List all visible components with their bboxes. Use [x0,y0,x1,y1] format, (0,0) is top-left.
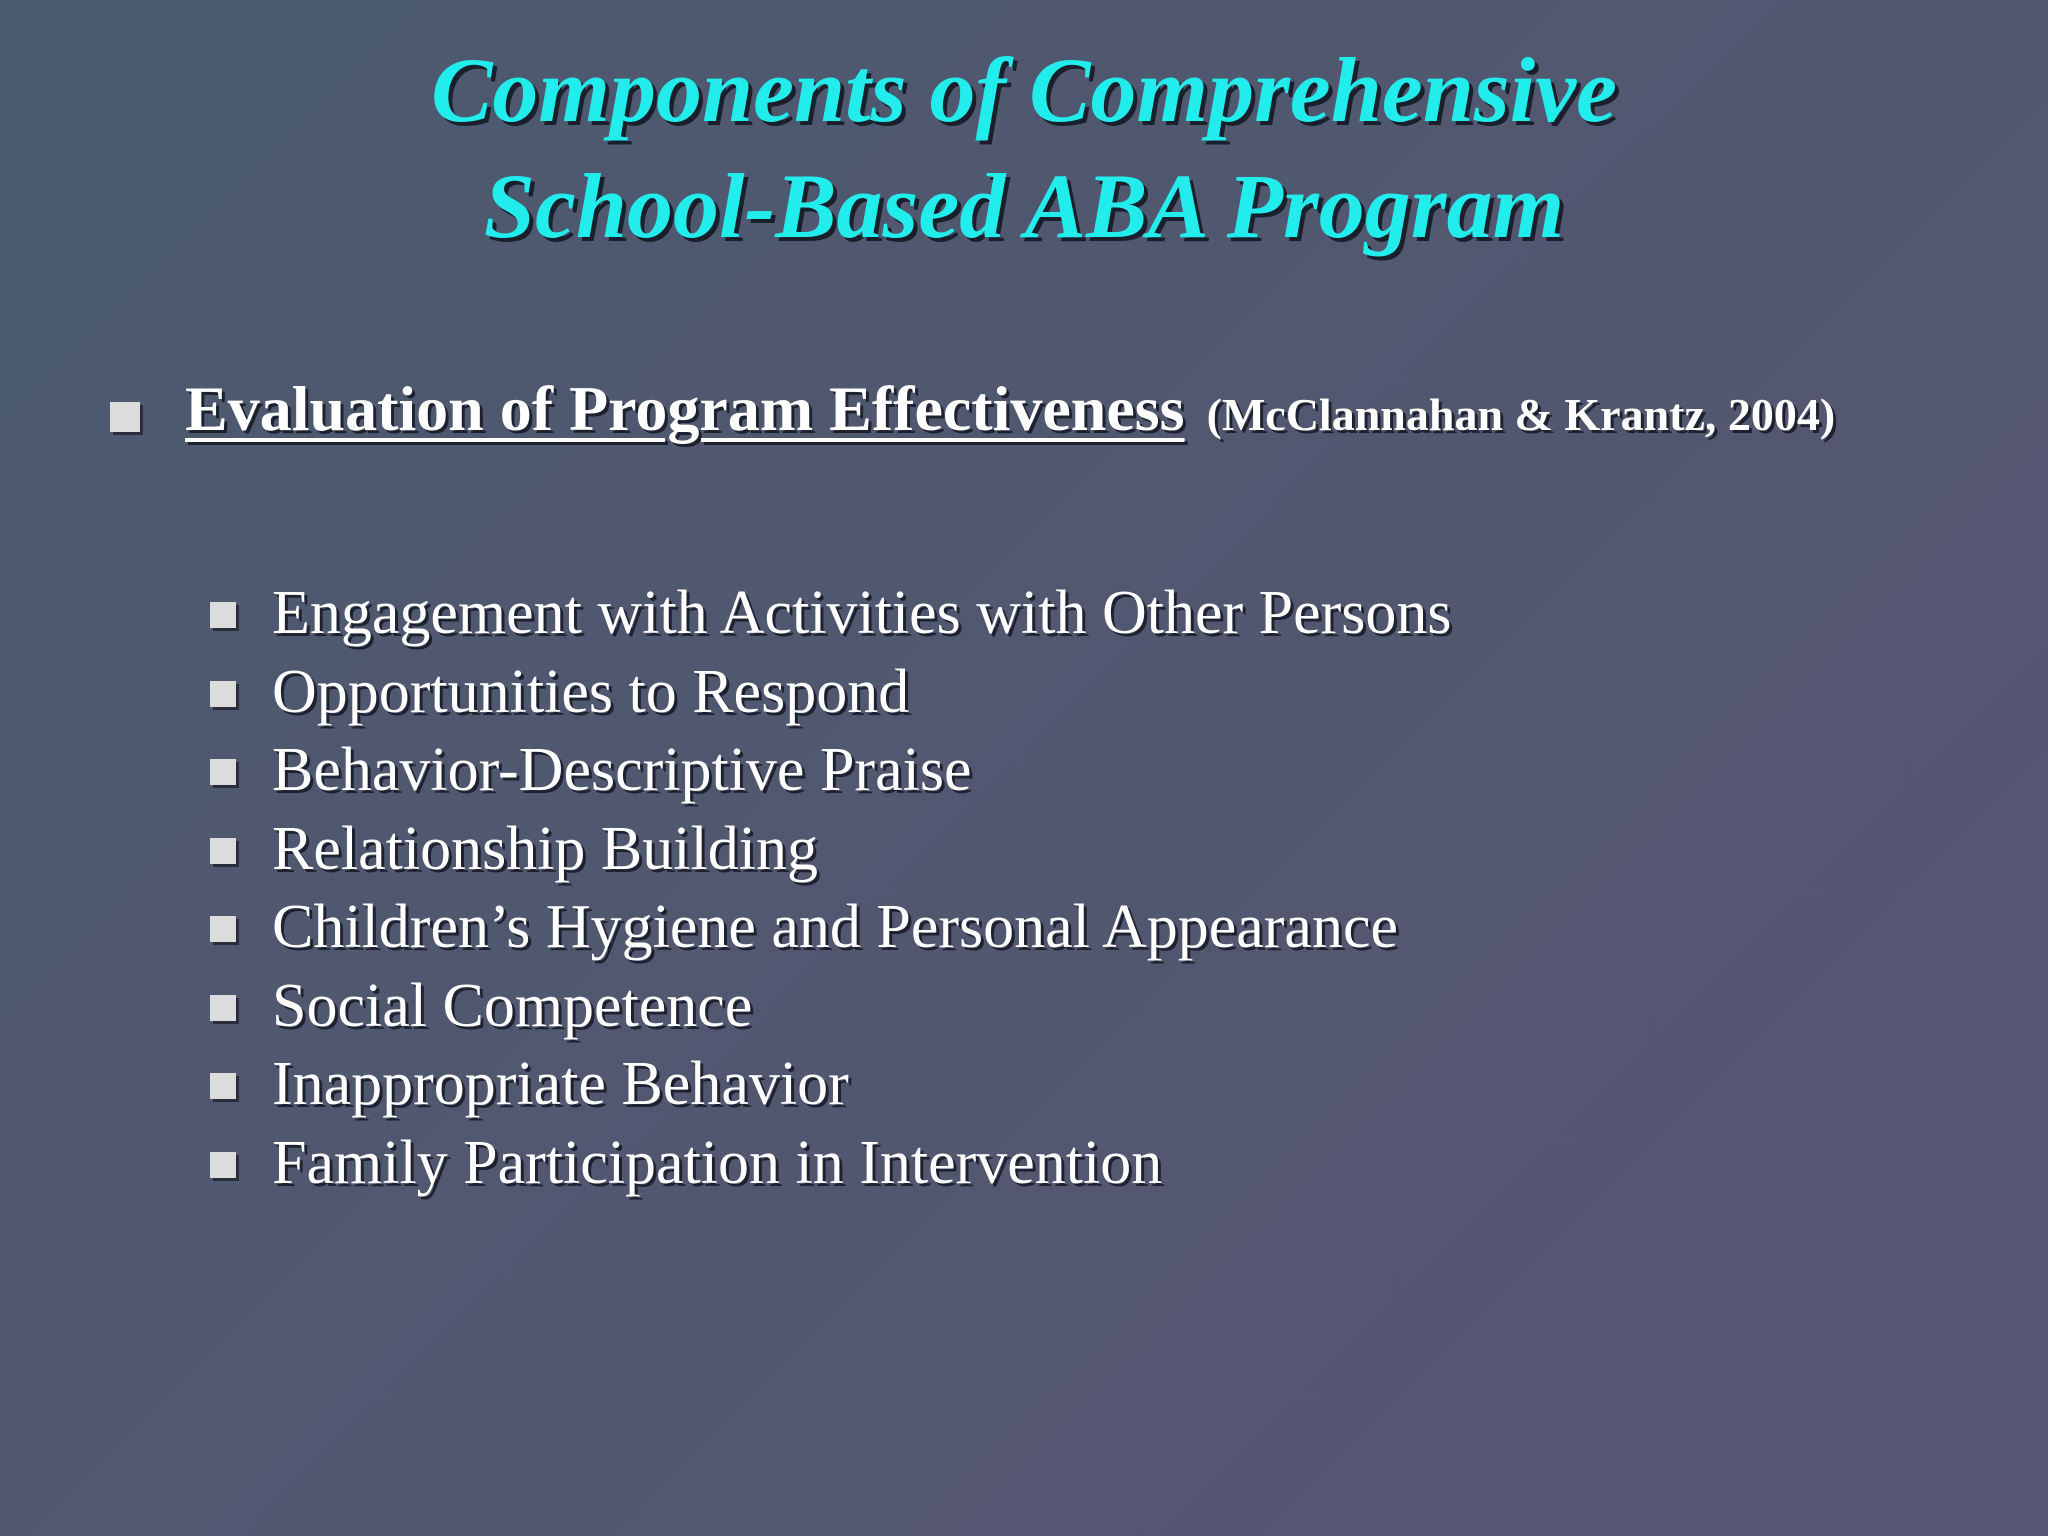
square-bullet-icon [210,681,236,707]
slide-title [0,32,2048,264]
square-bullet-icon [210,916,236,942]
list-item-label: Inappropriate Behavior [272,1050,849,1118]
square-bullet-icon [210,838,236,864]
list-item-label: Engagement with Activities with Other Persons [272,579,1452,647]
square-bullet-icon [210,602,236,628]
main-bullet-text [185,373,1950,446]
bullet-heading: Evaluation of Program Effectiveness [185,373,1185,444]
list-item [210,810,1452,889]
list-item-label: Relationship Building [272,814,818,883]
title-line-2: School-Based ABA Program [483,155,1565,257]
list-item-label: Children’s Hygiene and Personal Appearance [272,893,1398,961]
title-line-1: Components of Comprehensive [431,39,1617,141]
list-item-label: Opportunities to Respond [272,657,910,726]
square-bullet-icon [210,1073,236,1099]
list-item-label: Social Competence [272,971,753,1040]
list-item [210,967,1452,1046]
list-item [210,1124,1452,1203]
square-bullet-icon [210,759,236,785]
sub-bullet-list [210,574,1452,1202]
list-item [210,574,1452,653]
list-item [210,888,1452,967]
list-item-label: Family Participation in Intervention [272,1128,1163,1197]
main-bullet [110,373,1950,446]
square-bullet-icon [110,402,140,432]
list-item-label: Behavior-Descriptive Praise [272,736,972,804]
list-item [210,653,1452,732]
list-item [210,1045,1452,1124]
square-bullet-icon [210,995,236,1021]
list-item [210,731,1452,810]
bullet-citation: (McClannahan & Krantz, 2004) [1206,389,1836,440]
square-bullet-icon [210,1152,236,1178]
